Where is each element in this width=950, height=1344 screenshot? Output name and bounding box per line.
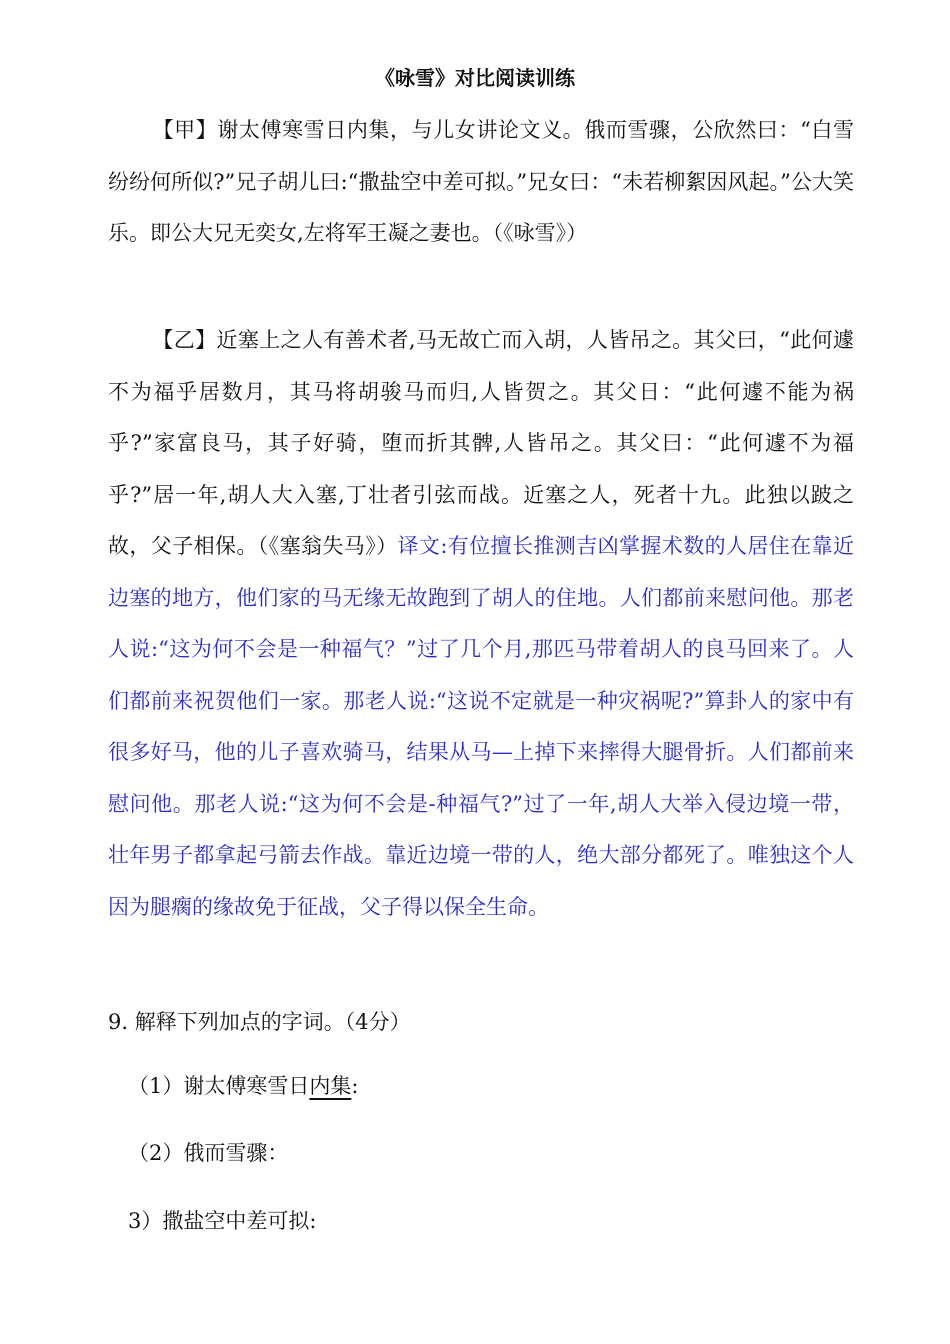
passage-jia [108, 105, 854, 260]
question-item-prefix: （2）俄而雪骤： [128, 1141, 289, 1165]
passage-yi-translation: 译文:有位擅长推测吉凶掌握术数的人居住在靠近边塞的地方，他们家的马无缘无故跑到了胡人的住地。人们都前来慰问他。那老人说:“这为何不会是一种福气？”过了几个月,那匹马带着胡人的良马回来了。人们都前来祝贺他们一家。那老人说:“这说不定就是一种灾祸呢?”算卦人的家中有很多好马，他的儿子喜欢骑马，结果从马—上掉下来摔得大腿骨折。人们都前来慰问他。那老人说:“这为何不会是-种福气?”过了一年,胡人大举入侵边境一带，壮年男子都拿起弓箭去作战。靠近边境一带的人，绝大部分都死了。唯独这个人因为腿瘸的缘故免于征战，父子得以保全生命。 [108, 534, 855, 919]
question-item-2 [128, 1135, 288, 1171]
question-item-prefix: 3）撒盐空中差可拟: [128, 1209, 317, 1233]
question-item-3 [128, 1203, 316, 1239]
passage-jia-text: 谢太傅寒雪日内集，与儿女讲论文义。俄而雪骤，公欣然曰：“白雪纷纷何所似?”兄子胡儿曰:“撒盐空中差可拟。”兄女曰：“未若柳絮因风起。”公大笑乐。即公大兄无奕女,左将军王凝之妻也。（《咏雪》） [108, 118, 855, 245]
passage-yi-text: 近塞上之人有善术者,马无故亡而入胡，人皆吊之。其父曰，“此何遽不为福乎居数月，其马将胡骏马而归,人皆贺之。其父日：“此何遽不能为祸乎?”家富良马，其子好骑，堕而折其髀,人皆吊之。其父曰：“此何遽不为福乎?”居一年,胡人大入塞,丁壮者引弦而战。近塞之人，死者十九。此独以跛之故，父子相保。（《塞翁失马》） [108, 328, 854, 558]
question-9: 9. 解释下列加点的字词。（4分） [108, 1010, 411, 1034]
document-title: 《咏雪》对比阅读训练 [375, 66, 575, 90]
passage-jia-tag: 【甲】 [152, 118, 218, 142]
question-item-1 [128, 1068, 358, 1104]
question-item-suffix: : [351, 1074, 359, 1098]
passage-yi [108, 315, 854, 933]
underlined-word: 内集 [309, 1074, 352, 1098]
passage-yi-tag: 【乙】 [152, 328, 217, 352]
question-item-prefix: （1）谢太傅寒雪日 [128, 1074, 310, 1098]
